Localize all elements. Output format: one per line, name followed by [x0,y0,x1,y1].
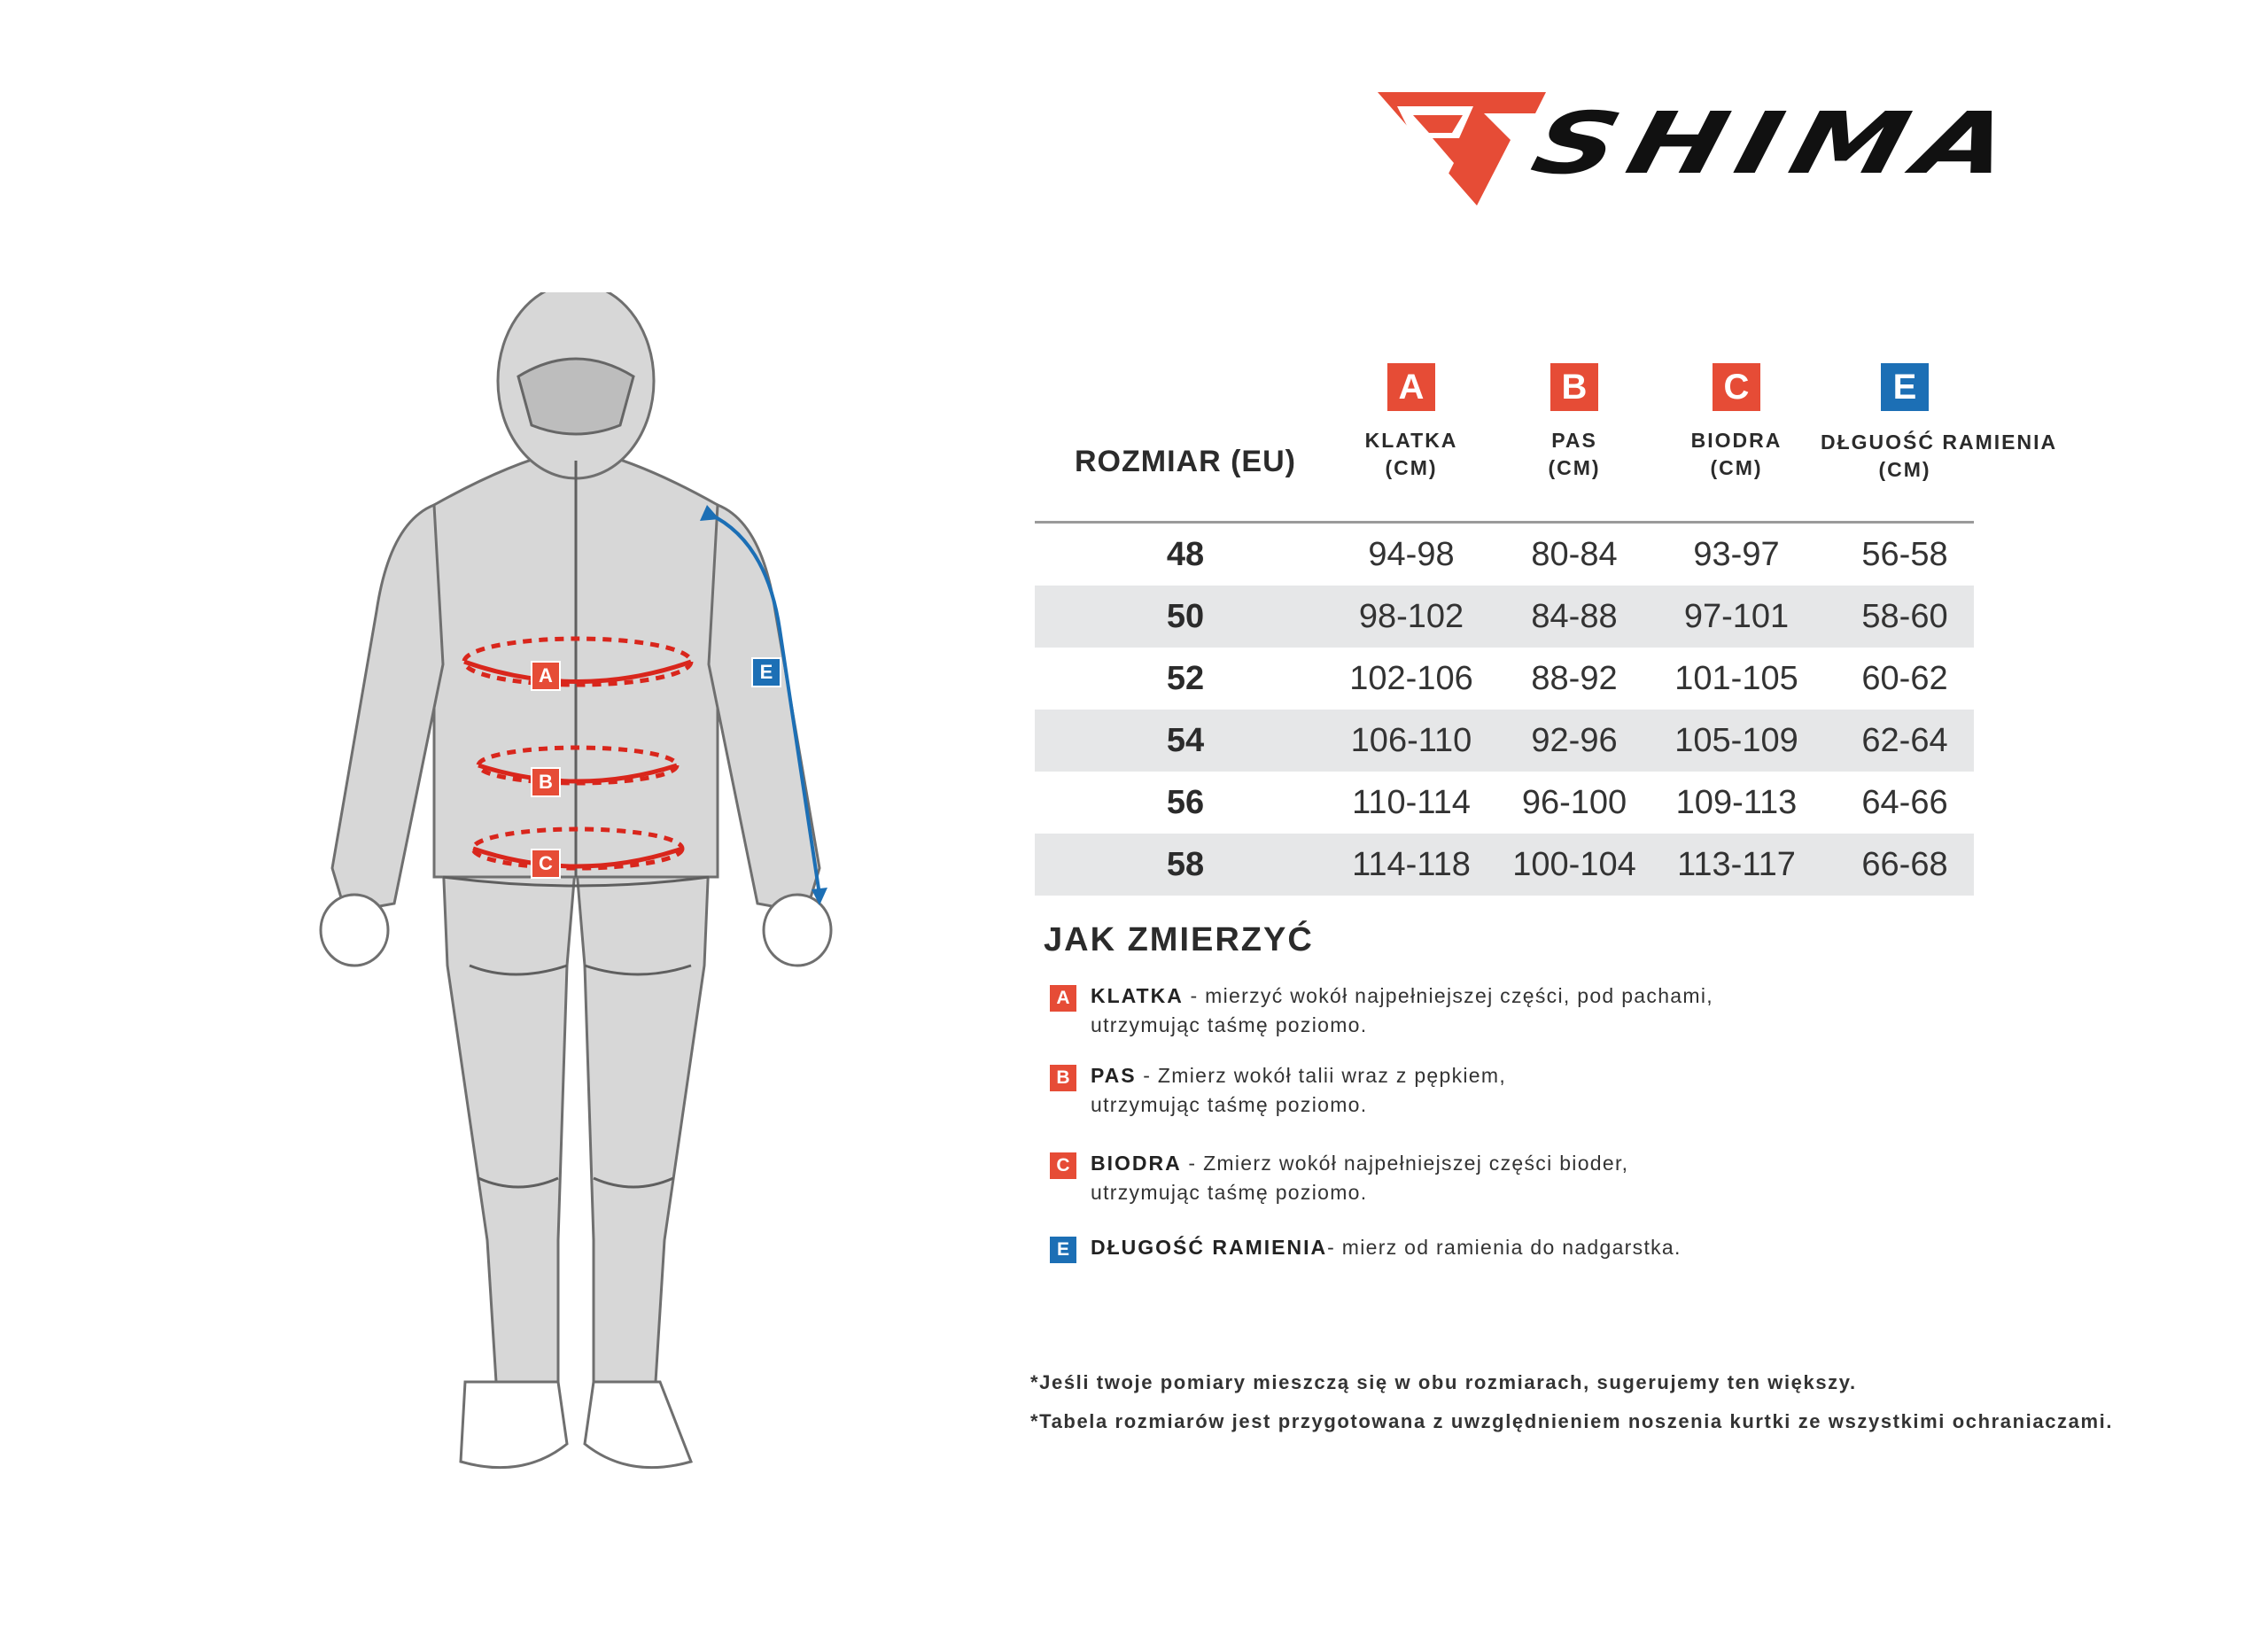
howto-title: JAK ZMIERZYĆ [1044,921,1314,958]
howto-text: - mierz od ramienia do nadgarstka. [1327,1236,1682,1259]
waist-cell: 80-84 [1531,536,1618,573]
size-cell: 58 [1166,846,1205,883]
waist-cell: 88-92 [1531,660,1618,697]
howto-term: PAS [1091,1064,1137,1087]
howto-text-line2: utrzymując taśmę poziomo. [1091,1093,1368,1116]
column-unit: (CM) [1878,458,1931,481]
chest-cell: 98-102 [1358,598,1464,635]
column-label: DŁGUOŚĆ RAMIENIA [1821,431,2058,454]
howto-text-line2: utrzymując taśmę poziomo. [1091,1181,1368,1204]
table-row [1035,834,1974,896]
column-header-waist [1490,363,1658,482]
column-header-arm-length [1821,363,2058,484]
chest-cell: 106-110 [1350,722,1472,759]
table-header [1035,363,2058,512]
hips-cell: 101-105 [1674,660,1798,697]
hips-cell: 105-109 [1674,722,1798,759]
chest-cell: 102-106 [1349,660,1473,697]
column-label: KLATKA [1364,429,1458,452]
hips-cell: 97-101 [1683,598,1790,635]
table-row [1035,772,1974,834]
size-cell: 50 [1166,598,1205,635]
size-cell: 48 [1166,536,1205,573]
column-badge-e: E [1881,363,1929,411]
chest-cell: 114-118 [1352,846,1471,883]
column-label: PAS [1551,429,1597,452]
shima-logo-mark-icon [1378,89,1555,213]
figure-badge-b: B [531,767,561,797]
howto-badge-b: B [1050,1065,1076,1091]
arm-length-cell: 64-66 [1861,784,1948,821]
arm-length-cell: 56-58 [1861,536,1948,573]
figure-badge-e: E [751,657,781,687]
column-unit: (CM) [1710,456,1763,479]
chest-cell: 110-114 [1352,784,1471,821]
arm-length-cell: 66-68 [1861,846,1948,883]
size-table [1035,363,2058,896]
howto-text-line2: utrzymując taśmę poziomo. [1091,1013,1368,1036]
figure-badge-a: A [531,661,561,691]
howto-text: - mierzyć wokół najpełniejszej części, pod pachami, [1183,984,1713,1007]
size-cell: 52 [1166,660,1205,697]
brand-wordmark: SHIMA [1523,94,2032,193]
brand-logo [1378,89,2157,213]
howto-term: DŁUGOŚĆ RAMIENIA [1091,1236,1328,1259]
hips-cell: 113-117 [1677,846,1796,883]
column-badge-a: A [1387,363,1435,411]
howto-term: BIODRA [1091,1152,1182,1175]
table-row [1035,586,1974,648]
table-row [1035,524,1974,586]
howto-badge-e: E [1050,1237,1076,1263]
column-badge-c: C [1713,363,1760,411]
arm-length-cell: 60-62 [1861,660,1948,697]
footnote-size: *Jeśli twoje pomiary mieszczą się w obu rozmiarach, sugerujemy ten większy. [1030,1371,1857,1393]
figure-badge-c: C [531,849,561,879]
table-row [1035,648,1974,710]
howto-text: - Zmierz wokół najpełniejszej części bioder, [1181,1152,1629,1175]
howto-badge-c: C [1050,1152,1076,1179]
arm-length-cell: 58-60 [1861,598,1948,635]
waist-cell: 92-96 [1531,722,1618,759]
column-badge-b: B [1550,363,1598,411]
footnote-protectors: *Tabela rozmiarów jest przygotowana z uwzględnieniem noszenia kurtki ze wszystkimi ochraniaczami. [1030,1410,2114,1432]
size-column-header: ROZMIAR (EU) [1075,445,1296,478]
column-unit: (CM) [1548,456,1601,479]
chest-cell: 94-98 [1368,536,1455,573]
size-cell: 54 [1166,722,1205,759]
waist-cell: 100-104 [1512,846,1636,883]
waist-cell: 96-100 [1521,784,1627,821]
column-unit: (CM) [1385,456,1438,479]
column-header-hips [1652,363,1821,482]
table-row [1035,710,1974,772]
rider-figure [301,292,850,1497]
howto-term: KLATKA [1091,984,1184,1007]
hips-cell: 109-113 [1675,784,1798,821]
column-label: BIODRA [1690,429,1783,452]
size-cell: 56 [1166,784,1205,821]
howto-text: - Zmierz wokół talii wraz z pępkiem, [1136,1064,1507,1087]
waist-cell: 84-88 [1531,598,1618,635]
howto-badge-a: A [1050,985,1076,1012]
column-header-chest [1327,363,1495,482]
hips-cell: 93-97 [1693,536,1780,573]
arm-length-cell: 62-64 [1861,722,1948,759]
